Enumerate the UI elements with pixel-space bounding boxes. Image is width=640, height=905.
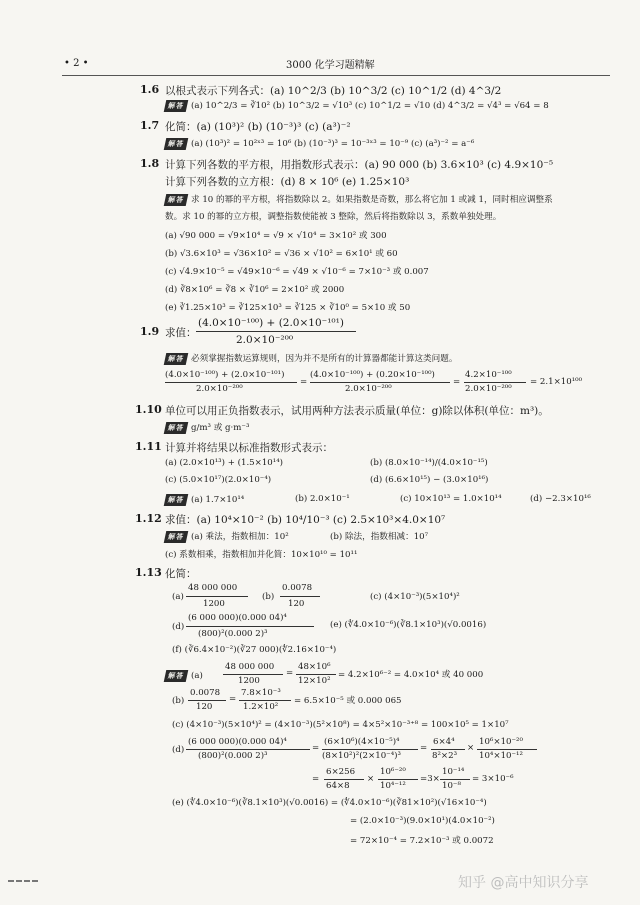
fraction-bar xyxy=(378,779,418,780)
problem-1-11-ans-c: (c) 10×10¹³ = 1.0×10¹⁴ xyxy=(400,494,502,504)
problem-1-9-denominator: 2.0×10⁻²⁰⁰ xyxy=(236,334,294,346)
label: (a) xyxy=(172,592,184,602)
fraction-bar xyxy=(280,596,320,597)
p113-ans-d-den1: (800)²(0.000 2)³ xyxy=(198,751,268,761)
answer-badge: 解答 xyxy=(164,100,189,112)
problem-number: 1.9 xyxy=(140,325,160,338)
page-edge-mark xyxy=(8,880,38,884)
answer-badge: 解答 xyxy=(164,494,189,506)
problem-number: 1.12 xyxy=(135,512,162,525)
problem-number: 1.8 xyxy=(140,157,160,170)
p113-ans-d-l2-den1: 64×8 xyxy=(326,781,350,791)
p113-ans-e2: = (2.0×10⁻³)(9.0×10¹)(4.0×10⁻²) xyxy=(350,816,495,826)
problem-1-10-answer: 解答 g/m³ 或 g·m⁻³ xyxy=(165,421,249,434)
answer-badge: 解答 xyxy=(164,670,189,682)
p113-ans-a-label: 解答 (a) xyxy=(165,670,203,682)
answer-badge: 解答 xyxy=(164,353,189,365)
fraction-bar xyxy=(188,700,226,701)
equals: = xyxy=(312,743,320,753)
p113-d-den: (800)²(0.000 2)³ xyxy=(198,629,268,639)
problem-1-13-question: 化简： xyxy=(165,568,197,580)
problem-number: 1.11 xyxy=(135,440,162,453)
p113-b-num: 0.0078 xyxy=(282,583,313,593)
p113-e: (e) (∜4.0×10⁻⁶)(∛8.1×10³)(√0.0016) xyxy=(330,620,487,630)
problem-1-11-c: (c) (5.0×10¹⁷)(2.0×10⁻⁴) xyxy=(165,475,272,485)
p113-ans-d-den4: 10⁴×10⁻¹² xyxy=(479,751,523,761)
problem-1-12-ans-a: 解答 (a) 乘法，指数相加：10² xyxy=(165,530,289,543)
problem-number: 1.6 xyxy=(140,83,160,96)
equals: = xyxy=(300,377,308,387)
p113-ans-d-num1: (6 000 000)(0.000 04)⁴ xyxy=(188,737,287,747)
p19-a-num1: (4.0×10⁻¹⁰⁰) + (2.0×10⁻¹⁰¹) xyxy=(165,370,285,380)
times: × xyxy=(467,743,475,753)
problem-1-8-answer-line: (a) √90 000 = √9×10⁴ = √9 × √10⁴ = 3×10² 或 300 xyxy=(165,231,387,241)
p19-a-num2: (4.0×10⁻¹⁰⁰) + (0.20×10⁻¹⁰⁰) xyxy=(310,370,435,380)
equals: = xyxy=(312,774,320,784)
problem-1-9-numerator: (4.0×10⁻¹⁰⁰) + (2.0×10⁻¹⁰¹) xyxy=(198,317,344,329)
problem-number: 1.7 xyxy=(140,119,160,132)
label: (b) xyxy=(262,592,275,602)
problem-1-11-question: 计算并将结果以标准指数形式表示： xyxy=(165,442,333,454)
problem-1-10-question: 单位可以用正负指数表示，试用两种方法表示质量(单位：g)除以体积(单位：m³)。 xyxy=(165,405,549,417)
problem-1-6-question: 以根式表示下列各式：(a) 10^2/3 (b) 10^3/2 (c) 10^1/2 (d) 4^3/2 xyxy=(165,85,502,97)
problem-1-6-answer: 解答 (a) 10^2/3 = ∛10² (b) 10^3/2 = √10³ (c) 10^1/2 = √10 (d) 4^3/2 = √4³ = √64 = 8 xyxy=(165,100,549,112)
fraction-bar xyxy=(165,382,297,383)
p113-ans-d-l2-den2: 10⁴⁻¹² xyxy=(380,781,406,791)
equals: = xyxy=(286,668,294,678)
problem-number: 1.10 xyxy=(135,403,162,416)
fraction-bar xyxy=(296,674,336,675)
fraction-bar xyxy=(477,749,537,750)
p113-ans-a-den2: 12×10² xyxy=(298,676,331,686)
p19-result: = 2.1×10¹⁰⁰ xyxy=(530,377,583,387)
fraction-bar xyxy=(324,779,364,780)
p19-a-den1: 2.0×10⁻²⁰⁰ xyxy=(196,384,243,394)
running-title: 3000 化学习题精解 xyxy=(286,60,375,71)
problem-1-12-ans-c: (c) 系数相乘，指数相加并化简：10×10¹⁰ = 10¹¹ xyxy=(165,550,358,560)
p113-ans-d-num2: (6×10⁶)(4×10⁻⁵)⁴ xyxy=(324,737,400,747)
p113-ans-d-l2-num1: 6×256 xyxy=(326,767,356,777)
p19-a-num3: 4.2×10⁻¹⁰⁰ xyxy=(465,370,512,380)
problem-1-11-answers: 解答 (a) 1.7×10¹⁴ xyxy=(165,494,244,506)
p113-ans-d-l2-den3: 10⁻⁸ xyxy=(442,781,461,791)
answer-badge: 解答 xyxy=(164,138,189,150)
label: (d) xyxy=(172,745,185,755)
p19-a-den3: 2.0×10⁻²⁰⁰ xyxy=(465,384,512,394)
p113-ans-b-den2: 1.2×10² xyxy=(243,702,279,712)
problem-1-8-answer-line: (e) ∛1.25×10³ = ∛125×10³ = ∛125 × ∛10⁰ = 5×10 或 50 xyxy=(165,303,411,313)
problem-1-11-b: (b) (8.0×10⁻¹⁴)/(4.0×10⁻¹⁵) xyxy=(370,458,488,468)
fraction-bar xyxy=(196,331,356,332)
fraction-bar xyxy=(223,674,283,675)
header-rule xyxy=(62,75,610,76)
p113-ans-b-num1: 0.0078 xyxy=(190,688,221,698)
p113-ans-b-rest: = 6.5×10⁻⁵ 或 0.000 065 xyxy=(294,696,402,706)
p113-ans-d-l2-num3: 10⁻¹⁴ xyxy=(442,767,465,777)
problem-1-11-d: (d) (6.6×10¹⁵) − (3.0×10¹⁶) xyxy=(370,475,489,485)
p113-ans-d-l2-rest: = 3×10⁻⁶ xyxy=(472,774,514,784)
problem-1-8-question-1: 计算下列各数的平方根，用指数形式表示：(a) 90 000 (b) 3.6×10³ (c) 4.9×10⁻⁵ xyxy=(165,159,554,171)
p113-ans-e3: = 72×10⁻⁴ = 7.2×10⁻³ 或 0.0072 xyxy=(350,836,494,846)
problem-1-8-answer-line: (c) √4.9×10⁻⁵ = √49×10⁻⁶ = √49 × √10⁻⁶ = 7×10⁻³ 或 0.007 xyxy=(165,267,429,277)
p113-ans-a-den1: 1200 xyxy=(238,676,260,686)
fraction-bar xyxy=(464,382,526,383)
p113-ans-e1: (e) (∜4.0×10⁻⁶)(∛8.1×10³)(√0.0016) = (∜4.0×10⁻⁶)(∛81×10²)(√16×10⁻⁴) xyxy=(172,798,487,808)
fraction-bar xyxy=(322,749,418,750)
fraction-bar xyxy=(239,700,291,701)
problem-1-9-note: 解答 必须掌握指数运算规则，因为并不是所有的计算器都能计算这类问题。 xyxy=(165,352,457,365)
problem-1-9-prefix: 求值： xyxy=(165,327,197,339)
p113-f: (f) (∛6.4×10⁻²)(∛27 000)(∜2.16×10⁻⁴) xyxy=(172,645,337,655)
label: (d) xyxy=(172,622,185,632)
p113-d-num: (6 000 000)(0.000 04)⁴ xyxy=(188,613,287,623)
equals: = xyxy=(229,694,237,704)
answer-badge: 解答 xyxy=(164,194,189,206)
p113-ans-a-rest: = 4.2×10⁶⁻² = 4.0×10⁴ 或 40 000 xyxy=(338,670,484,680)
problem-1-11-ans-b: (b) 2.0×10⁻¹ xyxy=(295,494,350,504)
watermark: 知乎 @高中知识分享 xyxy=(458,875,589,891)
equals: = xyxy=(420,743,428,753)
page-number: • 2 • xyxy=(64,58,89,69)
fraction-bar xyxy=(186,749,310,750)
fraction-bar xyxy=(310,382,450,383)
problem-1-11-a: (a) (2.0×10¹³) + (1.5×10¹⁴) xyxy=(165,458,284,468)
problem-1-12-question: 求值：(a) 10⁴×10⁻² (b) 10⁴/10⁻³ (c) 2.5×10³×4.0×10⁷ xyxy=(165,514,446,526)
answer-badge: 解答 xyxy=(164,422,189,434)
equals: = xyxy=(453,377,461,387)
problem-1-7-question: 化简：(a) (10³)² (b) (10⁻³)³ (c) (a³)⁻² xyxy=(165,121,351,133)
problem-1-8-answer-line: (d) ∛8×10⁶ = ∛8 × ∛10⁶ = 2×10² 或 2000 xyxy=(165,285,345,295)
fraction-bar xyxy=(186,626,314,627)
equals: =3× xyxy=(420,774,440,784)
problem-1-8-answer-line: (b) √3.6×10³ = √36×10² = √36 × √10² = 6×10¹ 或 60 xyxy=(165,249,398,259)
problem-1-8-intro-2: 数。求 10 的幂的立方根，调整指数使能被 3 整除，然后将指数除以 3，系数单独处理。 xyxy=(165,212,502,222)
problem-1-12-ans-b: (b) 除法，指数相减：10⁷ xyxy=(330,532,429,542)
problem-1-11-ans-d: (d) −2.3×10¹⁶ xyxy=(530,494,591,504)
p113-ans-b-den1: 120 xyxy=(196,702,213,712)
p113-ans-a-num1: 48 000 000 xyxy=(225,662,275,672)
label: (b) xyxy=(172,696,185,706)
problem-1-7-answer: 解答 (a) (10³)² = 10²ˣ³ = 10⁶ (b) (10⁻³)³ = 10⁻³ˣ³ = 10⁻⁹ (c) (a³)⁻² = a⁻⁶ xyxy=(165,138,474,150)
fraction-bar xyxy=(431,749,465,750)
p113-c: (c) (4×10⁻³)(5×10⁴)² xyxy=(370,592,460,602)
answer-badge: 解答 xyxy=(164,531,189,543)
problem-number: 1.13 xyxy=(135,566,162,579)
p113-ans-d-l2-num2: 10⁶⁻²⁰ xyxy=(380,767,406,777)
p113-ans-d-den2: (8×10²)²(2×10⁻⁴)³ xyxy=(322,751,401,761)
p113-a-num: 48 000 000 xyxy=(188,583,238,593)
fraction-bar xyxy=(186,596,248,597)
p113-ans-d-num3: 6×4⁴ xyxy=(433,737,455,747)
p113-ans-a-num2: 48×10⁶ xyxy=(298,662,331,672)
p113-ans-d-num4: 10⁶×10⁻²⁰ xyxy=(479,737,523,747)
p113-ans-c: (c) (4×10⁻³)(5×10⁴)² = (4×10⁻³)(5²×10⁸) = 4×5²×10⁻³⁺⁸ = 100×10⁵ = 1×10⁷ xyxy=(172,720,509,730)
problem-1-8-question-2: 计算下列各数的立方根：(d) 8 × 10⁶ (e) 1.25×10³ xyxy=(165,176,410,188)
p113-ans-d-den3: 8²×2³ xyxy=(432,751,458,761)
p19-a-den2: 2.0×10⁻²⁰⁰ xyxy=(345,384,392,394)
fraction-bar xyxy=(440,779,470,780)
p113-a-den: 1200 xyxy=(203,599,225,609)
p113-b-den: 120 xyxy=(288,599,305,609)
problem-1-8-intro-1: 解答 求 10 的幂的平方根，将指数除以 2。如果指数是奇数，那么将它加 1 或减 1，同时相应调整系 xyxy=(165,193,553,206)
p113-ans-b-num2: 7.8×10⁻³ xyxy=(241,688,281,698)
times: × xyxy=(367,774,375,784)
